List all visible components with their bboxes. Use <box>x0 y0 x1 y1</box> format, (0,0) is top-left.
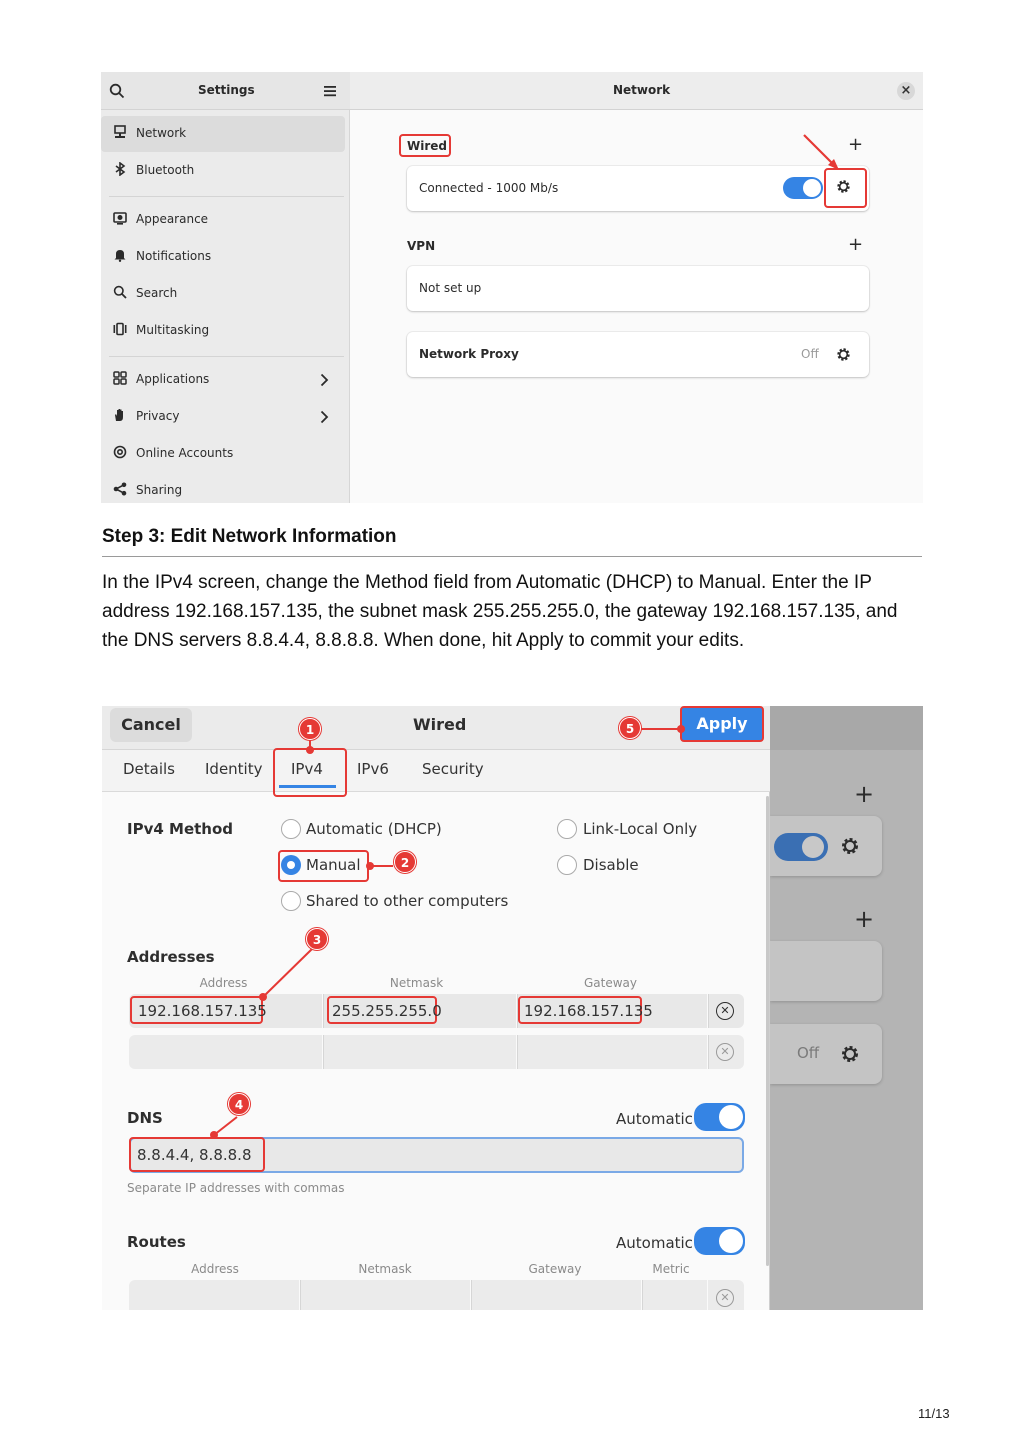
add-vpn-button[interactable]: + <box>848 234 864 255</box>
method-automatic-label: Automatic (DHCP) <box>306 820 442 838</box>
wired-status: Connected - 1000 Mb/s <box>419 181 559 195</box>
sidebar-item-sharing[interactable] <box>101 473 350 503</box>
dns-automatic-toggle[interactable] <box>694 1103 745 1131</box>
sidebar-item-label: Notifications <box>136 249 212 263</box>
routes-column-metric: Metric <box>652 1262 690 1276</box>
clear-row-icon[interactable]: ✕ <box>716 1043 734 1061</box>
wired-toggle[interactable] <box>783 177 823 199</box>
method-link-local-label: Link-Local Only <box>583 820 698 838</box>
network-proxy-row[interactable] <box>407 332 869 377</box>
route-gateway-input[interactable] <box>471 1280 641 1310</box>
wired-connection-row <box>407 166 869 211</box>
apply-button[interactable]: Apply <box>680 706 764 742</box>
proxy-label: Network Proxy <box>419 347 519 361</box>
routes-column-address: Address <box>191 1262 239 1276</box>
callout-5: 5 <box>619 717 641 739</box>
search-icon[interactable] <box>109 83 125 99</box>
sidebar-item-label: Applications <box>136 372 210 386</box>
settings-screenshot <box>101 72 923 503</box>
callout-connector <box>257 944 317 1004</box>
column-netmask: Netmask <box>389 976 444 990</box>
tab-identity[interactable]: Identity <box>205 760 263 778</box>
wired-section-title: Wired <box>407 139 447 153</box>
page-title: Network <box>613 83 671 97</box>
step-body-text: In the IPv4 screen, change the Method field from Automatic (DHCP) to Manual. Enter the IP address 192.168.157.135, the subnet mask 255.255.255.0, the gateway 192.168.157.135, and the DNS servers 8.8.4.4, 8.8.8.8. When done, hit Apply to commit your edits. <box>102 572 898 651</box>
add-icon: + <box>854 780 875 808</box>
close-icon[interactable]: × <box>897 82 915 100</box>
radio-automatic[interactable] <box>281 819 301 839</box>
add-icon: + <box>854 905 875 933</box>
clear-row-icon[interactable]: ✕ <box>716 1002 734 1020</box>
share-icon <box>112 482 128 498</box>
routes-column-gateway: Gateway <box>528 1262 582 1276</box>
chevron-right-icon <box>320 373 329 387</box>
search-icon <box>112 285 128 301</box>
ipv4-method-label: IPv4 Method <box>127 820 234 838</box>
radio-shared[interactable] <box>281 891 301 911</box>
address-value: 192.168.157.135 <box>138 1002 267 1020</box>
step-heading: Step 3: Edit Network Information <box>102 526 397 547</box>
column-gateway: Gateway <box>583 976 637 990</box>
proxy-value: Off <box>801 347 819 361</box>
vpn-section-title: VPN <box>407 239 436 253</box>
divider <box>109 196 344 197</box>
manual-highlight <box>278 850 369 882</box>
routes-automatic-label: Automatic <box>616 1234 693 1252</box>
gear-icon[interactable] <box>835 178 852 195</box>
callout-2: 2 <box>394 851 416 873</box>
sidebar-item-label: Network <box>136 126 187 140</box>
route-netmask-input[interactable] <box>300 1280 470 1310</box>
vpn-status: Not set up <box>419 281 482 295</box>
sidebar-item-search[interactable] <box>101 276 350 312</box>
annotation-arrow <box>801 132 843 172</box>
multitasking-icon <box>112 322 128 338</box>
divider <box>109 356 344 357</box>
method-disable-label: Disable <box>583 856 639 874</box>
background-settings-window <box>770 706 923 1310</box>
sidebar-header <box>101 72 350 110</box>
sidebar-item-label: Appearance <box>136 212 209 226</box>
wired-toggle-dimmed <box>774 833 828 861</box>
cancel-button[interactable]: Cancel <box>110 708 192 742</box>
gear-icon <box>839 1043 861 1065</box>
callout-3: 3 <box>306 928 328 950</box>
tab-ipv4[interactable]: IPv4 <box>291 760 323 778</box>
tab-details[interactable]: Details <box>123 760 176 778</box>
add-wired-button[interactable]: + <box>848 134 864 155</box>
appearance-icon <box>112 211 128 227</box>
callout-1: 1 <box>299 718 321 740</box>
sidebar-item-network[interactable] <box>101 116 345 152</box>
clear-route-icon[interactable]: ✕ <box>716 1289 734 1307</box>
method-shared-label: Shared to other computers <box>306 892 509 910</box>
sidebar-item-label: Sharing <box>136 483 183 497</box>
sidebar-item-privacy[interactable] <box>101 399 350 435</box>
address-input-empty[interactable] <box>129 1035 322 1069</box>
routes-column-netmask: Netmask <box>358 1262 412 1276</box>
dns-automatic-label: Automatic <box>616 1110 693 1128</box>
route-address-input[interactable] <box>129 1280 299 1310</box>
applications-icon <box>112 371 128 387</box>
gear-icon[interactable] <box>835 346 852 363</box>
dns-value: 8.8.4.4, 8.8.8.8 <box>137 1146 252 1164</box>
ipv4-tab-highlight <box>273 748 347 797</box>
at-icon <box>112 445 128 461</box>
netmask-input-empty[interactable] <box>323 1035 516 1069</box>
dialog-tabs <box>102 750 770 792</box>
column-address: Address <box>199 976 248 990</box>
scrollbar[interactable] <box>766 796 769 1266</box>
gateway-input-empty[interactable] <box>517 1035 707 1069</box>
routes-title: Routes <box>127 1233 186 1251</box>
callout-4: 4 <box>228 1093 250 1115</box>
vpn-row <box>407 266 869 311</box>
sidebar-item-appearance[interactable] <box>101 202 350 238</box>
sidebar-item-label: Search <box>136 286 178 300</box>
dns-title: DNS <box>127 1109 163 1127</box>
gear-icon <box>839 835 861 857</box>
sidebar-item-label: Online Accounts <box>136 446 234 460</box>
radio-disable[interactable] <box>557 855 577 875</box>
wired-dialog-screenshot <box>102 706 923 1310</box>
method-manual-label: Manual <box>306 856 361 874</box>
sidebar-item-applications[interactable] <box>101 362 350 398</box>
heading-rule <box>102 556 922 557</box>
sidebar-item-notifications[interactable] <box>101 239 350 275</box>
routes-automatic-toggle[interactable] <box>694 1227 745 1255</box>
tab-security[interactable]: Security <box>422 760 484 778</box>
tab-ipv6[interactable]: IPv6 <box>357 760 389 778</box>
sidebar-item-label: Privacy <box>136 409 180 423</box>
sidebar-title: Settings <box>198 83 255 97</box>
callout-connector <box>208 1114 242 1140</box>
dns-hint: Separate IP addresses with commas <box>127 1181 345 1195</box>
hamburger-menu-icon[interactable] <box>323 84 337 98</box>
main-header <box>350 72 923 110</box>
addresses-title: Addresses <box>127 948 215 966</box>
sidebar-item-online-accounts[interactable] <box>101 436 350 472</box>
gateway-value: 192.168.157.135 <box>524 1002 653 1020</box>
sidebar-item-bluetooth[interactable] <box>101 153 350 189</box>
route-metric-input[interactable] <box>642 1280 707 1310</box>
bell-icon <box>112 248 128 264</box>
sidebar-item-label: Bluetooth <box>136 163 195 177</box>
sidebar-item-label: Multitasking <box>136 323 210 337</box>
page-number: 11/13 <box>918 1406 950 1421</box>
network-icon <box>112 125 128 141</box>
wired-dialog <box>102 706 770 1310</box>
dialog-title: Wired <box>413 715 467 734</box>
bluetooth-icon <box>112 162 128 178</box>
netmask-value: 255.255.255.0 <box>332 1002 442 1020</box>
radio-link-local[interactable] <box>557 819 577 839</box>
chevron-right-icon <box>320 410 329 424</box>
sidebar-item-multitasking[interactable] <box>101 313 350 349</box>
hand-icon <box>112 408 128 424</box>
proxy-off-label: Off <box>797 1044 820 1062</box>
